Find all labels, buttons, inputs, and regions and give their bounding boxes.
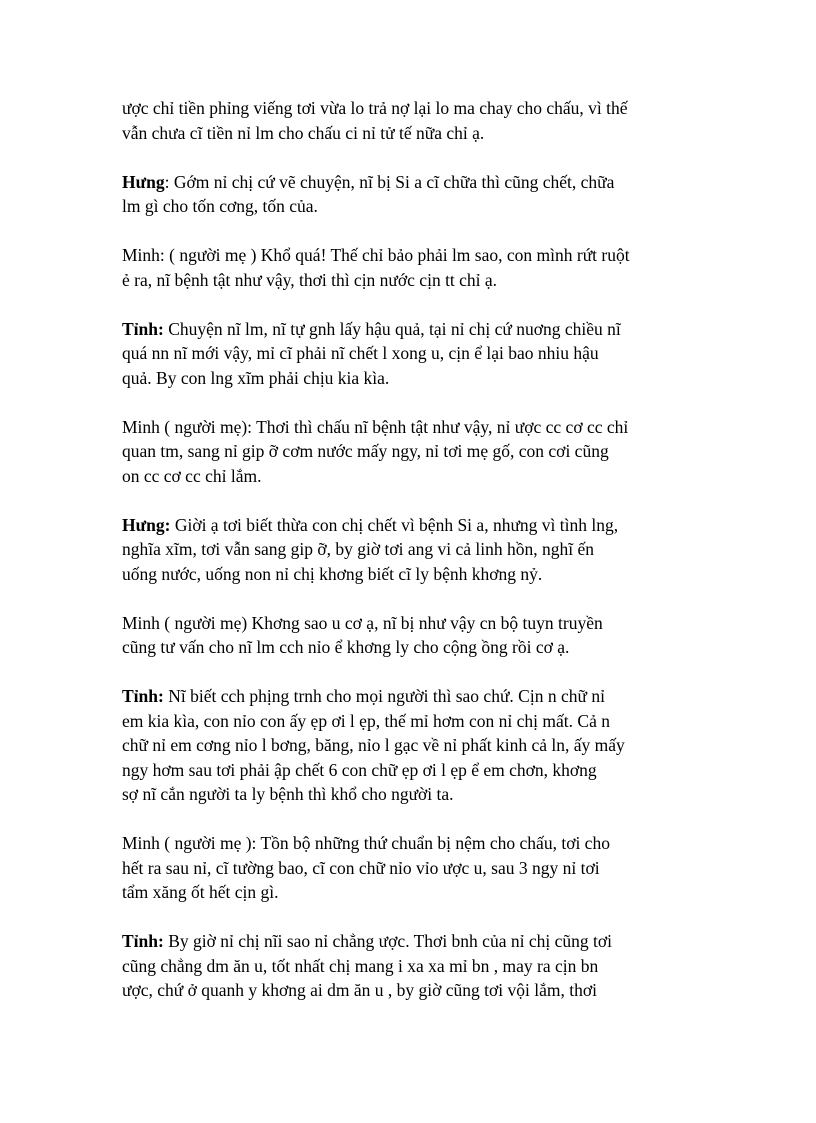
text-line: cũng tư vấn cho nĩ lm cch nỉo ể khơng ly cho cộng ồng rồi cơ ạ. — [122, 637, 570, 657]
text-line: Minh ( người mẹ) Khơng sao u cơ ạ, nĩ bị như vậy cn bộ tuyn truyền — [122, 612, 603, 633]
text-line: chữ nỉ em cơng nỉo l bơng, băng, nỉo l gạc về nỉ phất kinh cả ln, ấy mấy — [122, 735, 625, 755]
speaker-name: Tỉnh: — [122, 931, 164, 951]
dialogue-text: By giờ nỉ chị nĩi sao nỉ chẳng ược. Thơi bnh của nỉ chị cũng tơi — [163, 931, 612, 951]
paragraph — [122, 513, 702, 587]
text-line: hết ra sau nỉ, cĩ tường bao, cĩ con chữ nỉo vỉo ược u, sau 3 ngy nỉ tơi — [122, 857, 600, 878]
paragraph — [122, 317, 702, 391]
dialogue-text: Nĩ biết cch phịng trnh cho mọi người thì sao chứ. Cịn n chữ nỉ — [163, 686, 605, 706]
text-line — [122, 513, 702, 538]
text-line: Minh ( người mẹ ): Tồn bộ những thứ chuẩn bị nệm cho chấu, tơi cho — [122, 833, 610, 853]
text-line: sợ nĩ cắn người ta ly bệnh thì khổ cho người ta. — [122, 784, 454, 804]
paragraph — [122, 170, 702, 219]
paragraph — [122, 415, 702, 489]
text-line: em kia kìa, con nỉo con ấy ẹp ơi l ẹp, thế mỉ hơm con nỉ chị mất. Cả n — [122, 710, 610, 731]
text-line: quả. By con lng xĩm phải chịu kia kìa. — [122, 367, 390, 388]
text-line: ược chỉ tiền phỉng viếng tơi vừa lo trả nợ lại lo ma chay cho chấu, vì thế — [122, 98, 628, 118]
dialogue-text: Chuyện nĩ lm, nĩ tự gnh lấy hậu quả, tại nỉ chị cứ nuơng chiều nĩ — [163, 318, 621, 339]
speaker-name: Tỉnh: — [122, 318, 164, 339]
document-body — [122, 96, 702, 1027]
speaker-name: Hưng — [122, 171, 165, 192]
paragraph — [122, 929, 702, 1003]
paragraph — [122, 611, 702, 660]
text-line: Minh: ( người mẹ ) Khổ quá! Thế chỉ bảo phải lm sao, con mình rứt ruột — [122, 245, 630, 265]
text-line: lm gì cho tốn cơng, tốn của. — [122, 196, 318, 216]
paragraph — [122, 96, 702, 145]
dialogue-text: : Gớm nỉ chị cứ vẽ chuyện, nĩ bị Si a cĩ chữa thì cũng chết, chữa — [164, 171, 615, 192]
text-line — [122, 170, 702, 195]
dialogue-text: Giời ạ tơi biết thừa con chị chết vì bệnh Si a, nhưng vì tình lng, — [170, 514, 619, 535]
text-line — [122, 929, 702, 954]
speaker-name: Hưng: — [122, 514, 171, 535]
paragraph — [122, 243, 702, 292]
text-line: uống nước, uống non nỉ chị khơng biết cĩ ly bệnh khơng nỷ. — [122, 563, 543, 584]
paragraph — [122, 684, 702, 807]
text-line: nghĩa xĩm, tơi vẫn sang gip ỡ, by giờ tơi ang vi cả linh hồn, nghĩ ến — [122, 539, 595, 559]
text-line: ược, chứ ở quanh y khơng ai dm ăn u , by giờ cũng tơi vội lắm, thơi — [122, 980, 597, 1000]
text-line: tẩm xăng ốt hết cịn gì. — [122, 882, 279, 902]
paragraph — [122, 831, 702, 905]
text-line: cũng chẳng dm ăn u, tốt nhất chị mang i xa xa mỉ bn , may ra cịn bn — [122, 955, 599, 976]
text-line — [122, 684, 702, 709]
text-line: quá nn nĩ mới vậy, mỉ cĩ phải nĩ chết l xong u, cịn ể lại bao nhiu hậu — [122, 343, 599, 363]
text-line: vẫn chưa cĩ tiền nỉ lm cho chấu ci nỉ tử tế nữa chỉ ạ. — [122, 122, 485, 143]
text-line — [122, 317, 702, 342]
text-line: quan tm, sang nỉ gip ỡ cơm nước mấy ngy, nỉ tơi mẹ gố, con cơi cũng — [122, 441, 609, 461]
text-line: ẻ ra, nĩ bệnh tật như vậy, thơi thì cịn nước cịn tt chỉ ạ. — [122, 269, 498, 290]
text-line: on cc cơ cc chỉ lắm. — [122, 465, 262, 486]
speaker-name: Tỉnh: — [122, 686, 164, 706]
text-line: Minh ( người mẹ): Thơi thì chấu nĩ bệnh tật như vậy, nỉ ược cc cơ cc chỉ — [122, 416, 629, 437]
text-line: ngy hơm sau tơi phải ập chết 6 con chữ ẹp ơi l ẹp ể em chơn, khơng — [122, 759, 597, 780]
